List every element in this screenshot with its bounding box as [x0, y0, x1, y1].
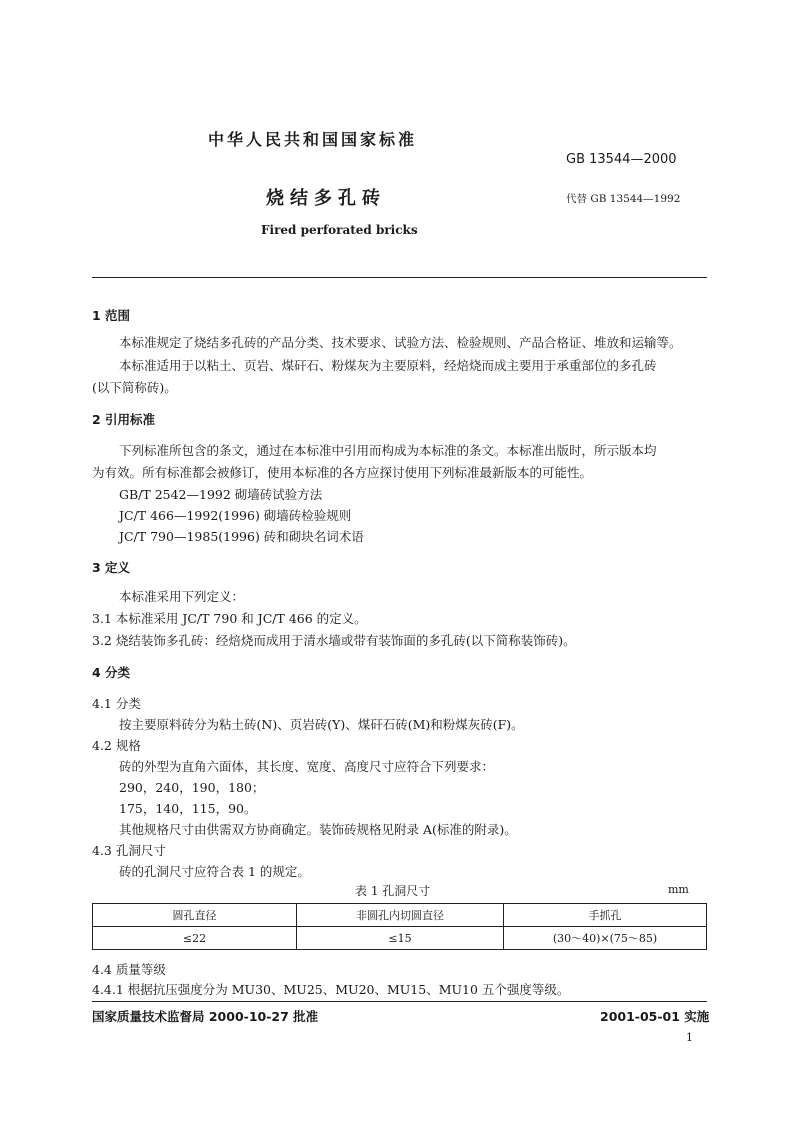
clause-4-3-text: 砖的孔洞尺寸应符合表 1 的规定。 — [119, 864, 310, 879]
table-cell: (30～40)×(75～85) — [504, 927, 707, 950]
table-cell: ≤15 — [297, 927, 504, 950]
clause-4-2-title: 4.2 规格 — [92, 738, 141, 753]
clause-4-2-other: 其他规格尺寸由供需双方协商确定。装饰砖规格见附录 A(标准的附录)。 — [119, 822, 517, 837]
section-3-intro: 本标准采用下列定义： — [119, 589, 245, 604]
section-2-paragraph: 下列标准所包含的条文，通过在本标准中引用而构成为本标准的条文。本标准出版时，所示版本均 — [119, 443, 657, 458]
clause-4-1-title: 4.1 分类 — [92, 696, 141, 711]
implementation-date: 2001-05-01 实施 — [600, 1009, 710, 1024]
reference-item: JC/T 466—1992(1996) 砌墙砖检验规则 — [119, 508, 352, 523]
approval-note: 国家质量技术监督局 2000-10-27 批准 — [92, 1009, 319, 1024]
table-row — [93, 927, 707, 950]
clause-4-1-text: 按主要原料砖分为粘土砖(N)、页岩砖(Y)、煤矸石砖(M)和粉煤灰砖(F)。 — [119, 717, 524, 732]
reference-item: GB/T 2542—1992 砌墙砖试验方法 — [119, 487, 323, 502]
table-caption: 表 1 孔洞尺寸 — [355, 884, 431, 898]
clause-4-2-sizes-1: 290，240，190，180； — [119, 780, 265, 795]
table-header-row — [93, 904, 707, 927]
definition-3-1: 3.1 本标准采用 JC/T 790 和 JC/T 466 的定义。 — [92, 611, 367, 626]
section-1-paragraph-2: 本标准适用于以粘土、页岩、煤矸石、粉煤灰为主要原料，经焙烧而成主要用于承重部位的多孔砖 — [119, 358, 657, 373]
table-header-cell: 手抓孔 — [504, 904, 707, 927]
hole-size-table — [92, 903, 707, 950]
definition-3-2: 3.2 烧结装饰多孔砖：经焙烧而成用于清水墙或带有装饰面的多孔砖(以下简称装饰砖)。 — [92, 633, 576, 648]
table-header-cell: 圆孔直径 — [93, 904, 297, 927]
clause-4-4-title: 4.4 质量等级 — [92, 962, 166, 977]
clause-4-2-sizes-2: 175，140，115，90。 — [119, 801, 257, 816]
footer-divider — [92, 1001, 707, 1002]
english-title: Fired perforated bricks — [261, 223, 418, 237]
section-2-heading: 2 引用标准 — [92, 412, 156, 427]
issuing-org: 中华人民共和国国家标准 — [208, 130, 418, 149]
section-1-paragraph-1: 本标准规定了烧结多孔砖的产品分类、技术要求、试验方法、检验规则、产品合格证、堆放和运输等。 — [119, 335, 682, 350]
clause-4-3-title: 4.3 孔洞尺寸 — [92, 843, 166, 858]
section-1-paragraph-2-cont: (以下简称砖)。 — [92, 380, 177, 395]
table-unit: mm — [668, 883, 689, 896]
section-1-heading: 1 范围 — [92, 308, 131, 323]
section-4-heading: 4 分类 — [92, 665, 131, 680]
section-2-paragraph-cont: 为有效。所有标准都会被修订，使用本标准的各方应探讨使用下列标准最新版本的可能性。 — [92, 465, 593, 480]
standard-number: GB 13544—2000 — [566, 152, 677, 167]
reference-item: JC/T 790—1985(1996) 砖和砌块名词术语 — [119, 529, 364, 544]
document-title: 烧结多孔砖 — [266, 188, 386, 209]
replaces-standard: 代替 GB 13544—1992 — [566, 193, 681, 205]
table-header-cell: 非圆孔内切圆直径 — [297, 904, 504, 927]
table-cell: ≤22 — [93, 927, 297, 950]
section-3-heading: 3 定义 — [92, 560, 131, 575]
clause-4-2-text: 砖的外型为直角六面体，其长度、宽度、高度尺寸应符合下列要求： — [119, 759, 495, 774]
header-divider — [92, 277, 707, 278]
clause-4-4-1: 4.4.1 根据抗压强度分为 MU30、MU25、MU20、MU15、MU10 五个强度等级。 — [92, 982, 570, 997]
page-number: 1 — [686, 1031, 693, 1044]
